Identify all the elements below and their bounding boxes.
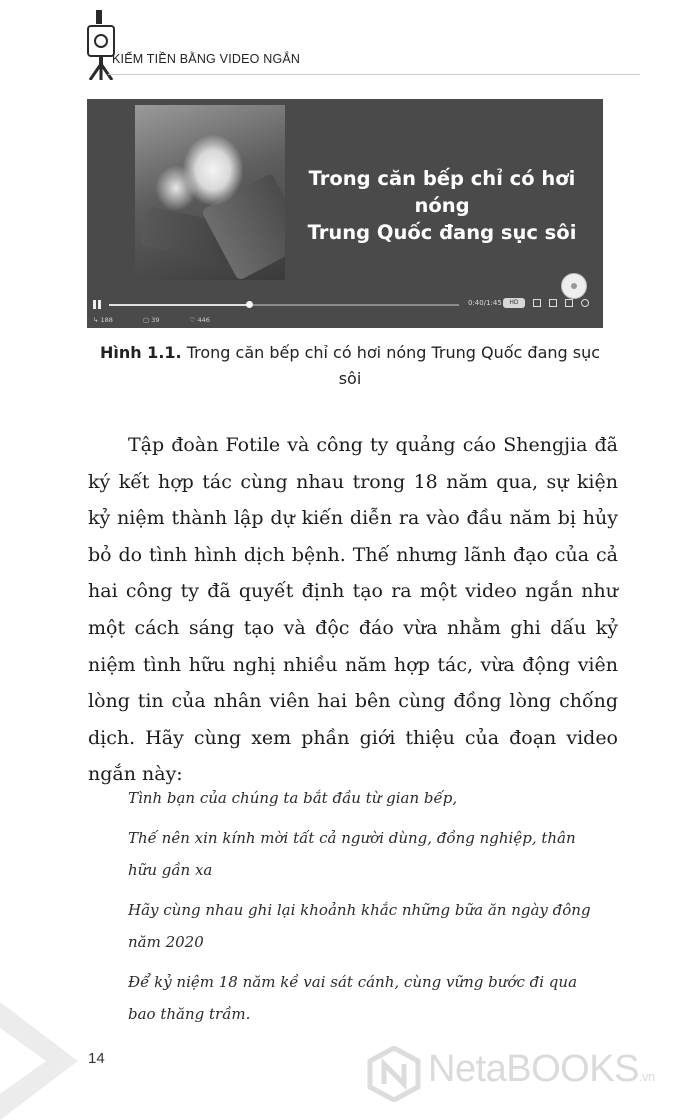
pip-icon[interactable] <box>549 299 557 307</box>
poem-line: Thế nên xin kính mời tất cả người dùng, đồng nghiệp, thân hữu gần xa <box>128 829 576 879</box>
quality-badge[interactable]: HD <box>503 298 525 308</box>
video-figure <box>87 99 603 328</box>
settings-icon[interactable] <box>533 299 541 307</box>
watermark-text: NetaBOOKS.vn <box>428 1048 655 1090</box>
comment-count: ▢ 39 <box>143 316 160 324</box>
video-thumbnail <box>135 105 285 280</box>
figure-label: Hình 1.1. <box>99 343 182 362</box>
page-number: 14 <box>88 1050 105 1067</box>
time-readout: 0:40/1:45 <box>468 299 502 307</box>
poem-line: Hãy cùng nhau ghi lại khoảnh khắc những bữa ăn ngày đông năm 2020 <box>128 901 591 951</box>
avatar[interactable] <box>561 273 587 299</box>
poem-line: Để kỷ niệm 18 năm kề vai sát cánh, cùng vững bước đi qua bao thăng trầm. <box>128 973 578 1023</box>
running-head: KIẾM TIỀN BẰNG VIDEO NGẮN <box>112 52 301 66</box>
poem-line: Tình bạn của chúng ta bắt đầu từ gian bếp, <box>128 789 458 807</box>
like-count: ↳ 188 <box>93 316 113 324</box>
share-count: ♡ 446 <box>189 316 210 324</box>
video-title-line: Trung Quốc đang sục sôi <box>307 221 577 244</box>
page-header <box>82 10 642 90</box>
video-stats <box>93 316 238 324</box>
corner-arrow-icon <box>0 1002 80 1120</box>
progress-fill <box>109 304 249 306</box>
progress-handle[interactable] <box>246 301 253 308</box>
volume-icon[interactable] <box>581 299 589 307</box>
fullscreen-icon[interactable] <box>565 299 573 307</box>
progress-bar[interactable] <box>109 304 459 306</box>
pause-icon[interactable] <box>93 300 102 310</box>
video-title-line: Trong căn bếp chỉ có hơi nóng <box>308 167 576 217</box>
video-title <box>287 165 597 246</box>
body-paragraph: Tập đoàn Fotile và công ty quảng cáo Shengjia đã ký kết hợp tác cùng nhau trong 18 năm qua, sự kiện kỷ niệm thành lập dự kiến diễn ra vào đầu năm bị hủy bỏ do tình hình dịch bệnh. Thế nhưng lãnh đạo của cả hai công ty đã quyết định tạo ra một video ngắn như một cách sáng tạo và độc đáo vừa nhằm ghi dấu kỷ niệm tình hữu nghị nhiều năm hợp tác, vừa động viên lòng tin của nhân viên hai bên cùng đồng lòng chống dịch. Hãy cùng xem phần giới thiệu của đoạn video ngắn này: <box>88 434 618 786</box>
poem-block <box>128 782 598 1038</box>
camera-tripod-icon <box>82 10 122 80</box>
netabooks-logo-icon <box>366 1046 422 1102</box>
figure-caption <box>90 340 610 392</box>
header-divider <box>108 74 640 75</box>
figure-caption-text: Trong căn bếp chỉ có hơi nóng Trung Quốc đang sục sôi <box>181 343 601 388</box>
